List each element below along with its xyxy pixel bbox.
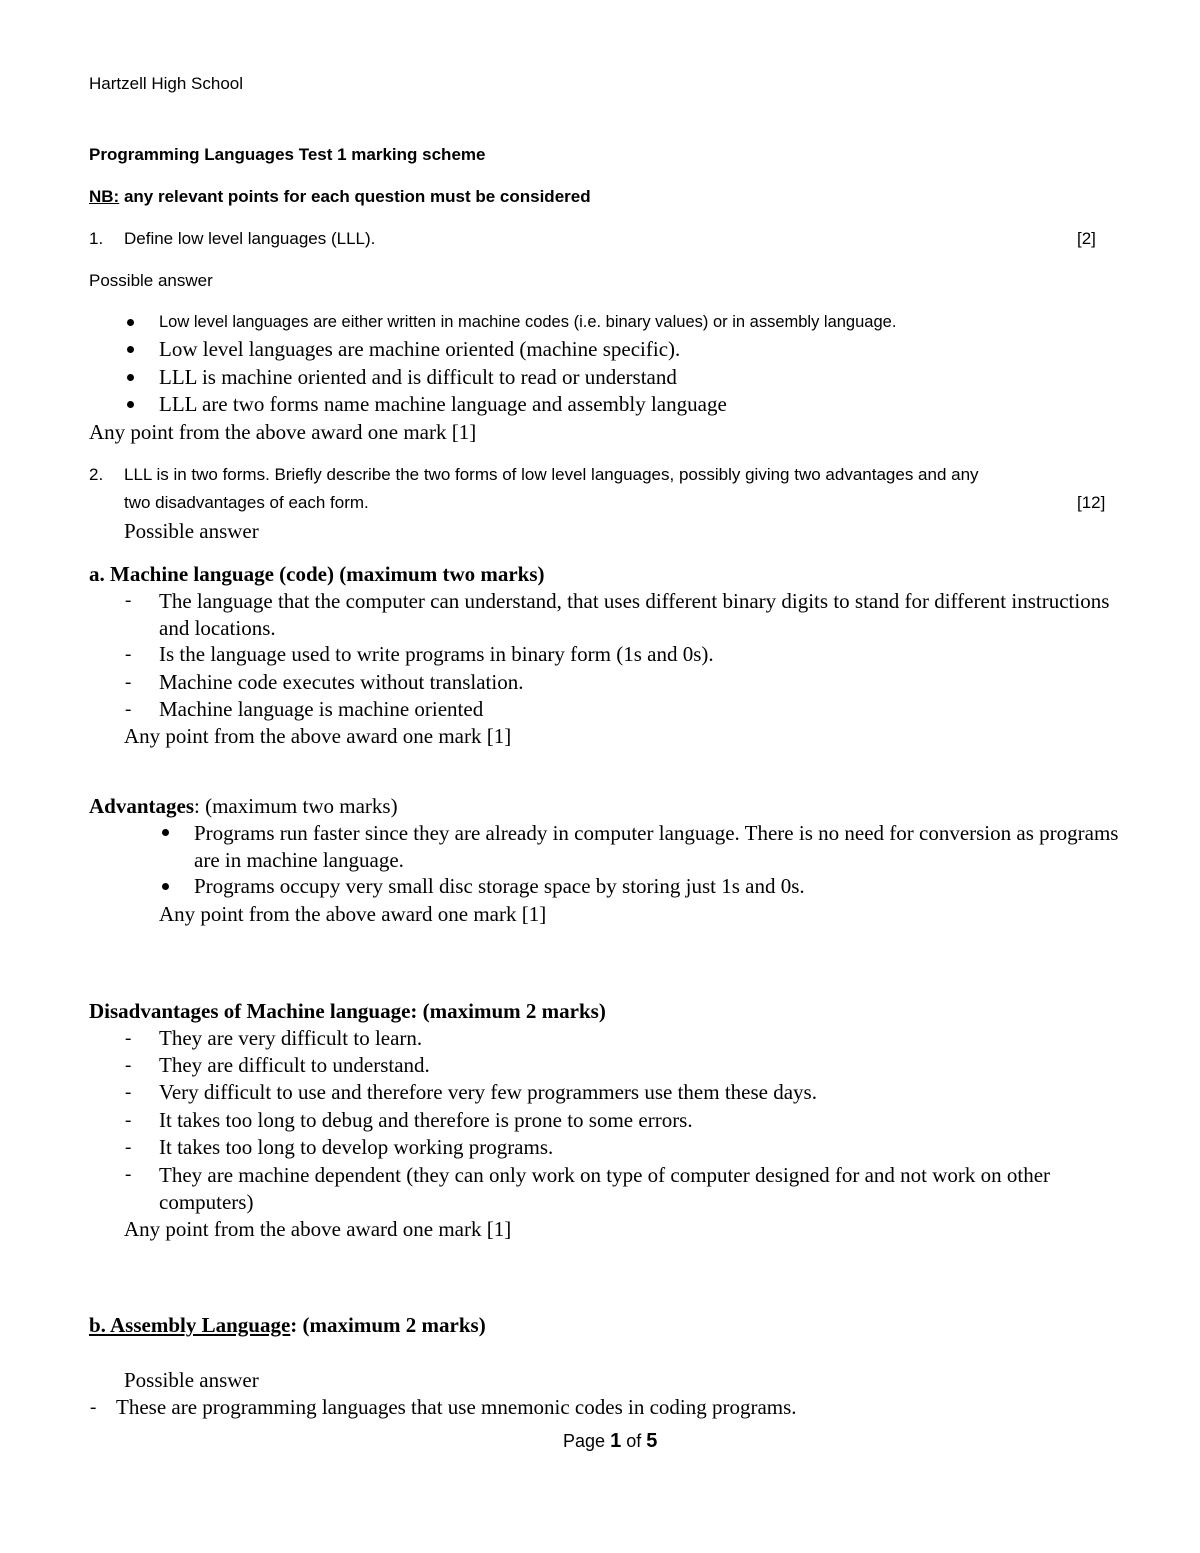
dash-icon: - [125,644,132,665]
nb-label: NB: [89,187,120,206]
disadvantage-item: They are very difficult to learn. [159,1026,423,1050]
machine-item: Machine code executes without translation. [159,670,524,694]
current-page-number: 1 [610,1430,622,1452]
disadvantage-item: They are difficult to understand. [159,1053,430,1077]
bullet-icon [127,346,134,353]
dash-icon: - [125,1028,132,1049]
q1-bullet: Low level languages are either written in machine codes (i.e. binary values) or in assembly language. [159,313,897,331]
assembly-heading-label: b. Assembly Language [89,1313,291,1337]
advantage-item: Programs occupy very small disc storage space by storing just 1s and 0s. [194,874,805,898]
advantages-heading-rest: : (maximum two marks) [194,794,398,818]
document-title: Programming Languages Test 1 marking scheme [89,145,486,164]
dash-icon: - [125,590,132,611]
dash-icon: - [125,1082,132,1103]
advantages-heading [89,794,398,819]
page-footer [563,1430,657,1453]
bullet-icon [162,883,169,890]
bullet-icon [162,829,169,836]
dash-icon: - [90,1397,97,1418]
bullet-icon [127,374,134,381]
machine-award: Any point from the above award one mark [1] [124,724,512,748]
assembly-language-heading [89,1313,486,1338]
disadvantages-award: Any point from the above award one mark [1] [124,1217,512,1241]
dash-icon: - [125,699,132,720]
assembly-possible-answer: Possible answer [124,1368,259,1392]
total-pages-number: 5 [646,1430,658,1452]
dash-icon: - [125,1055,132,1076]
machine-language-heading: a. Machine language (code) (maximum two marks) [89,562,545,586]
q1-marks: [2] [1077,229,1096,248]
advantages-award: Any point from the above award one mark [1] [159,902,547,926]
nb-note [89,187,591,207]
assembly-heading-rest: : (maximum 2 marks) [290,1313,486,1337]
dash-icon: - [125,1110,132,1131]
q1-bullet: Low level languages are machine oriented (machine specific). [159,337,681,361]
q1-text: Define low level languages (LLL). [124,229,376,248]
advantage-item: Programs run faster since they are already in computer language. There is no need for conversion as programs are in machine language. [194,821,1119,872]
q1-bullet: LLL are two forms name machine language and assembly language [159,392,727,416]
school-header: Hartzell High School [89,74,244,93]
q1-bullet: LLL is machine oriented and is difficult to read or understand [159,365,677,389]
machine-item: Machine language is machine oriented [159,697,484,721]
q1-possible-answer: Possible answer [89,271,213,290]
disadvantage-item: It takes too long to develop working programs. [159,1135,554,1159]
bullet-icon [127,401,134,408]
of-label: of [626,1431,642,1451]
q2-possible-answer: Possible answer [124,519,259,543]
q1-award: Any point from the above award one mark [1] [89,420,477,444]
advantages-heading-label: Advantages [89,794,195,818]
nb-text: any relevant points for each question must be considered [119,187,591,206]
q1-number: 1. [89,229,104,248]
disadvantage-item: Very difficult to use and therefore very few programmers use them these days. [159,1080,817,1104]
bullet-icon [127,319,134,326]
q2-text-line2: two disadvantages of each form. [124,493,369,512]
machine-item: The language that the computer can understand, that uses different binary digits to stand for different instructions and locations. [159,589,1110,640]
disadvantage-item: They are machine dependent (they can only work on type of computer designed for and not work on other computers) [159,1163,1051,1214]
q2-text-line1: LLL is in two forms. Briefly describe the two forms of low level languages, possibly giving two advantages and any [124,465,979,484]
dash-icon: - [125,1164,132,1185]
assembly-item: These are programming languages that use mnemonic codes in coding programs. [116,1395,797,1419]
disadvantage-item: It takes too long to debug and therefore is prone to some errors. [159,1108,693,1132]
dash-icon: - [125,1137,132,1158]
q2-marks: [12] [1077,493,1106,512]
dash-icon: - [125,672,132,693]
page-label: Page [563,1431,606,1451]
disadvantages-heading: Disadvantages of Machine language: (maximum 2 marks) [89,999,606,1023]
machine-item: Is the language used to write programs in binary form (1s and 0s). [159,642,714,666]
q2-number: 2. [89,465,104,484]
